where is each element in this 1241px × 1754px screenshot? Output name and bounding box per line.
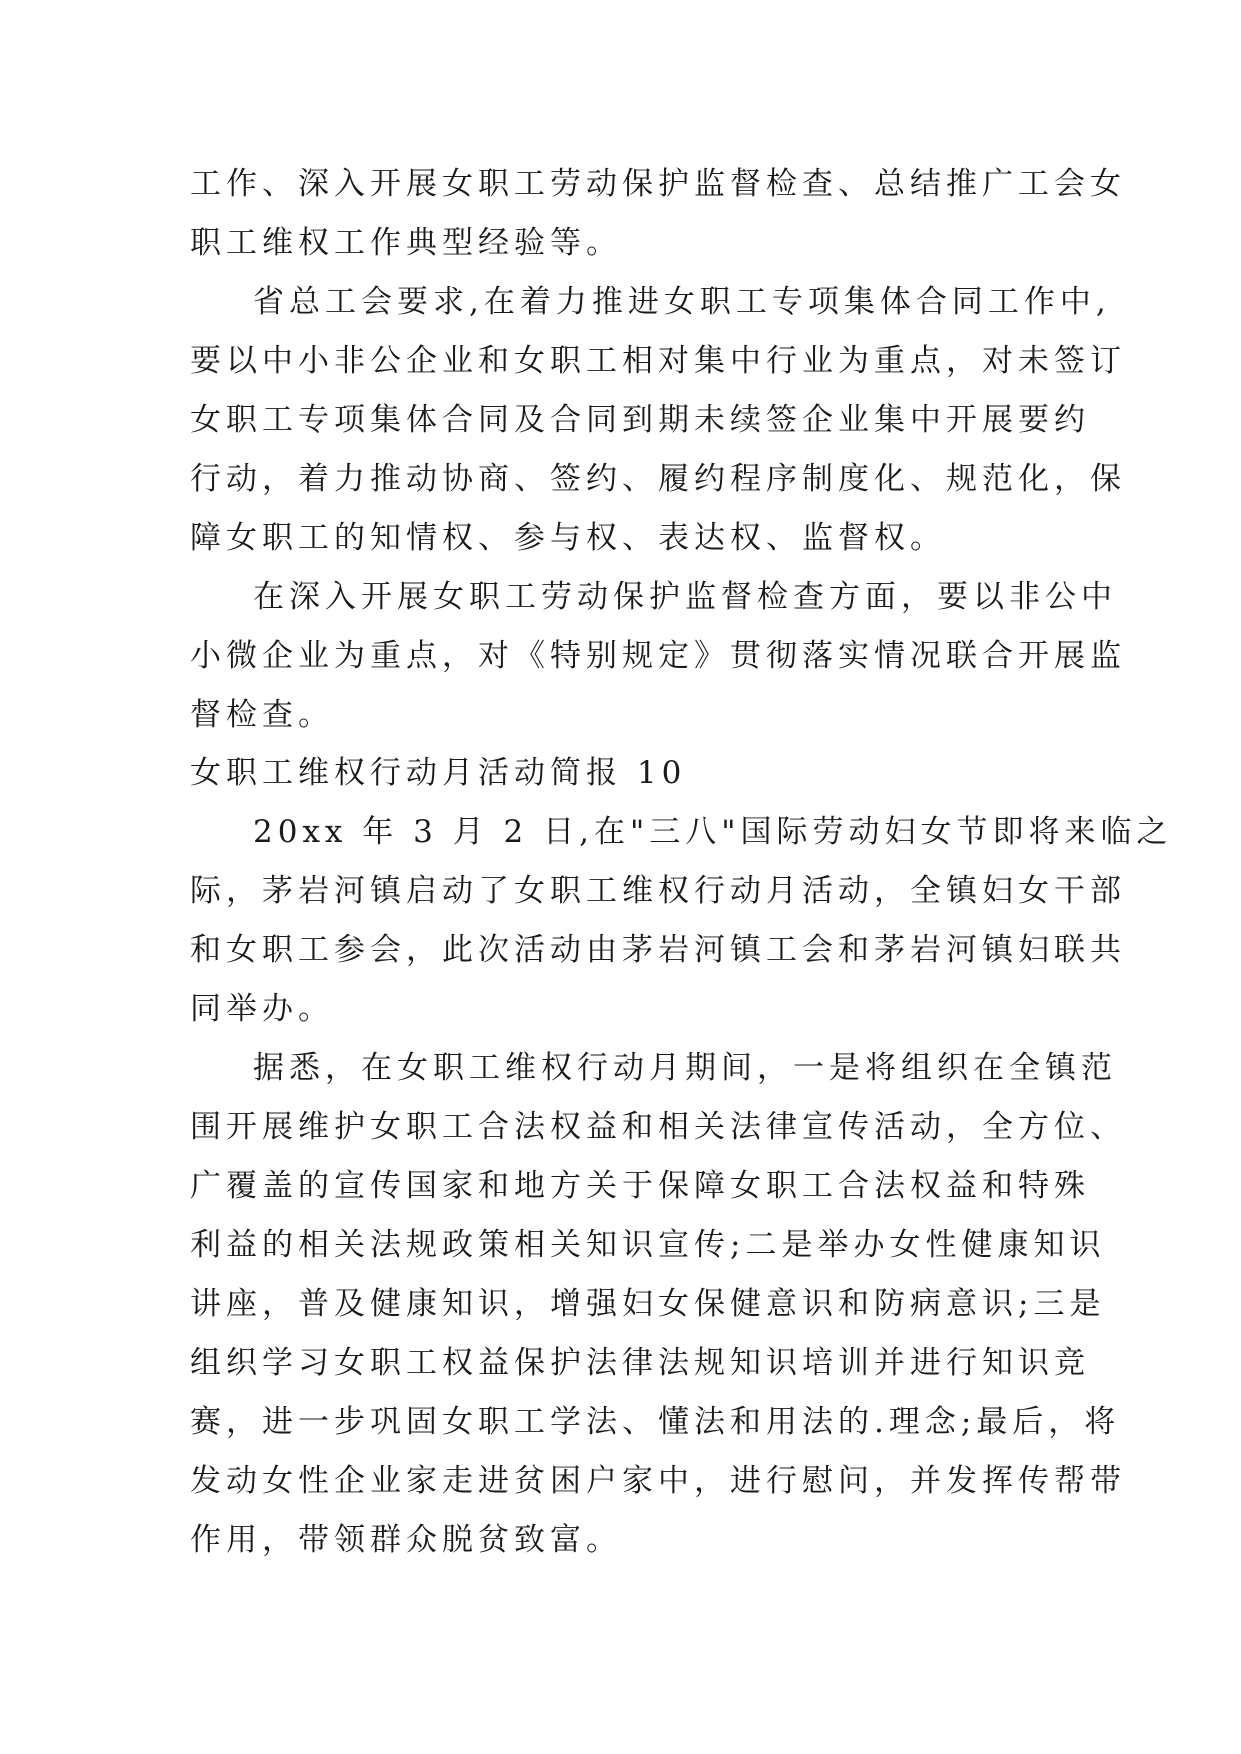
text-line: 围开展维护女职工合法权益和相关法律宣传活动，全方位、 (190, 1109, 1126, 1145)
text-line: 赛，进一步巩固女职工学法、懂法和用法的.理念;最后，将 (190, 1404, 1121, 1440)
text-line: 同举办。 (190, 991, 334, 1027)
text-line: 作用，带领群众脱贫致富。 (190, 1522, 622, 1558)
section-heading: 女职工维权行动月活动简报 10 (190, 755, 687, 791)
text-line: 督检查。 (190, 697, 334, 733)
text-line: 职工维权工作典型经验等。 (190, 225, 622, 261)
text-line: 广覆盖的宣传国家和地方关于保障女职工合法权益和特殊 (190, 1168, 1090, 1204)
text-line: 小微企业为重点，对《特别规定》贯彻落实情况联合开展监 (190, 638, 1126, 674)
text-line: 障女职工的知情权、参与权、表达权、监督权。 (190, 520, 946, 556)
text-line: 际，茅岩河镇启动了女职工维权行动月活动，全镇妇女干部 (190, 873, 1126, 909)
paragraph-first-line: 在深入开展女职工劳动保护监督检查方面，要以非公中 (253, 579, 1117, 615)
text-line: 组织学习女职工权益保护法律法规知识培训并进行知识竞 (190, 1345, 1090, 1381)
text-line: 工作、深入开展女职工劳动保护监督检查、总结推广工会女 (190, 166, 1126, 202)
text-line: 发动女性企业家走进贫困户家中，进行慰问，并发挥传帮带 (190, 1463, 1126, 1499)
text-line: 女职工专项集体合同及合同到期未续签企业集中开展要约 (190, 402, 1090, 438)
paragraph-first-line: 省总工会要求,在着力推进女职工专项集体合同工作中, (253, 284, 1111, 320)
text-line: 要以中小非公企业和女职工相对集中行业为重点，对未签订 (190, 343, 1126, 379)
text-line: 利益的相关法规政策相关知识宣传;二是举办女性健康知识 (190, 1227, 1106, 1263)
text-line: 和女职工参会，此次活动由茅岩河镇工会和茅岩河镇妇联共 (190, 932, 1126, 968)
paragraph-first-line: 20xx 年 3 月 2 日,在"三八"国际劳动妇女节即将来临之 (253, 814, 1173, 850)
text-line: 讲座，普及健康知识，增强妇女保健意识和防病意识;三是 (190, 1286, 1106, 1322)
text-line: 行动，着力推动协商、签约、履约程序制度化、规范化，保 (190, 461, 1126, 497)
paragraph-first-line: 据悉，在女职工维权行动月期间，一是将组织在全镇范 (253, 1050, 1117, 1086)
